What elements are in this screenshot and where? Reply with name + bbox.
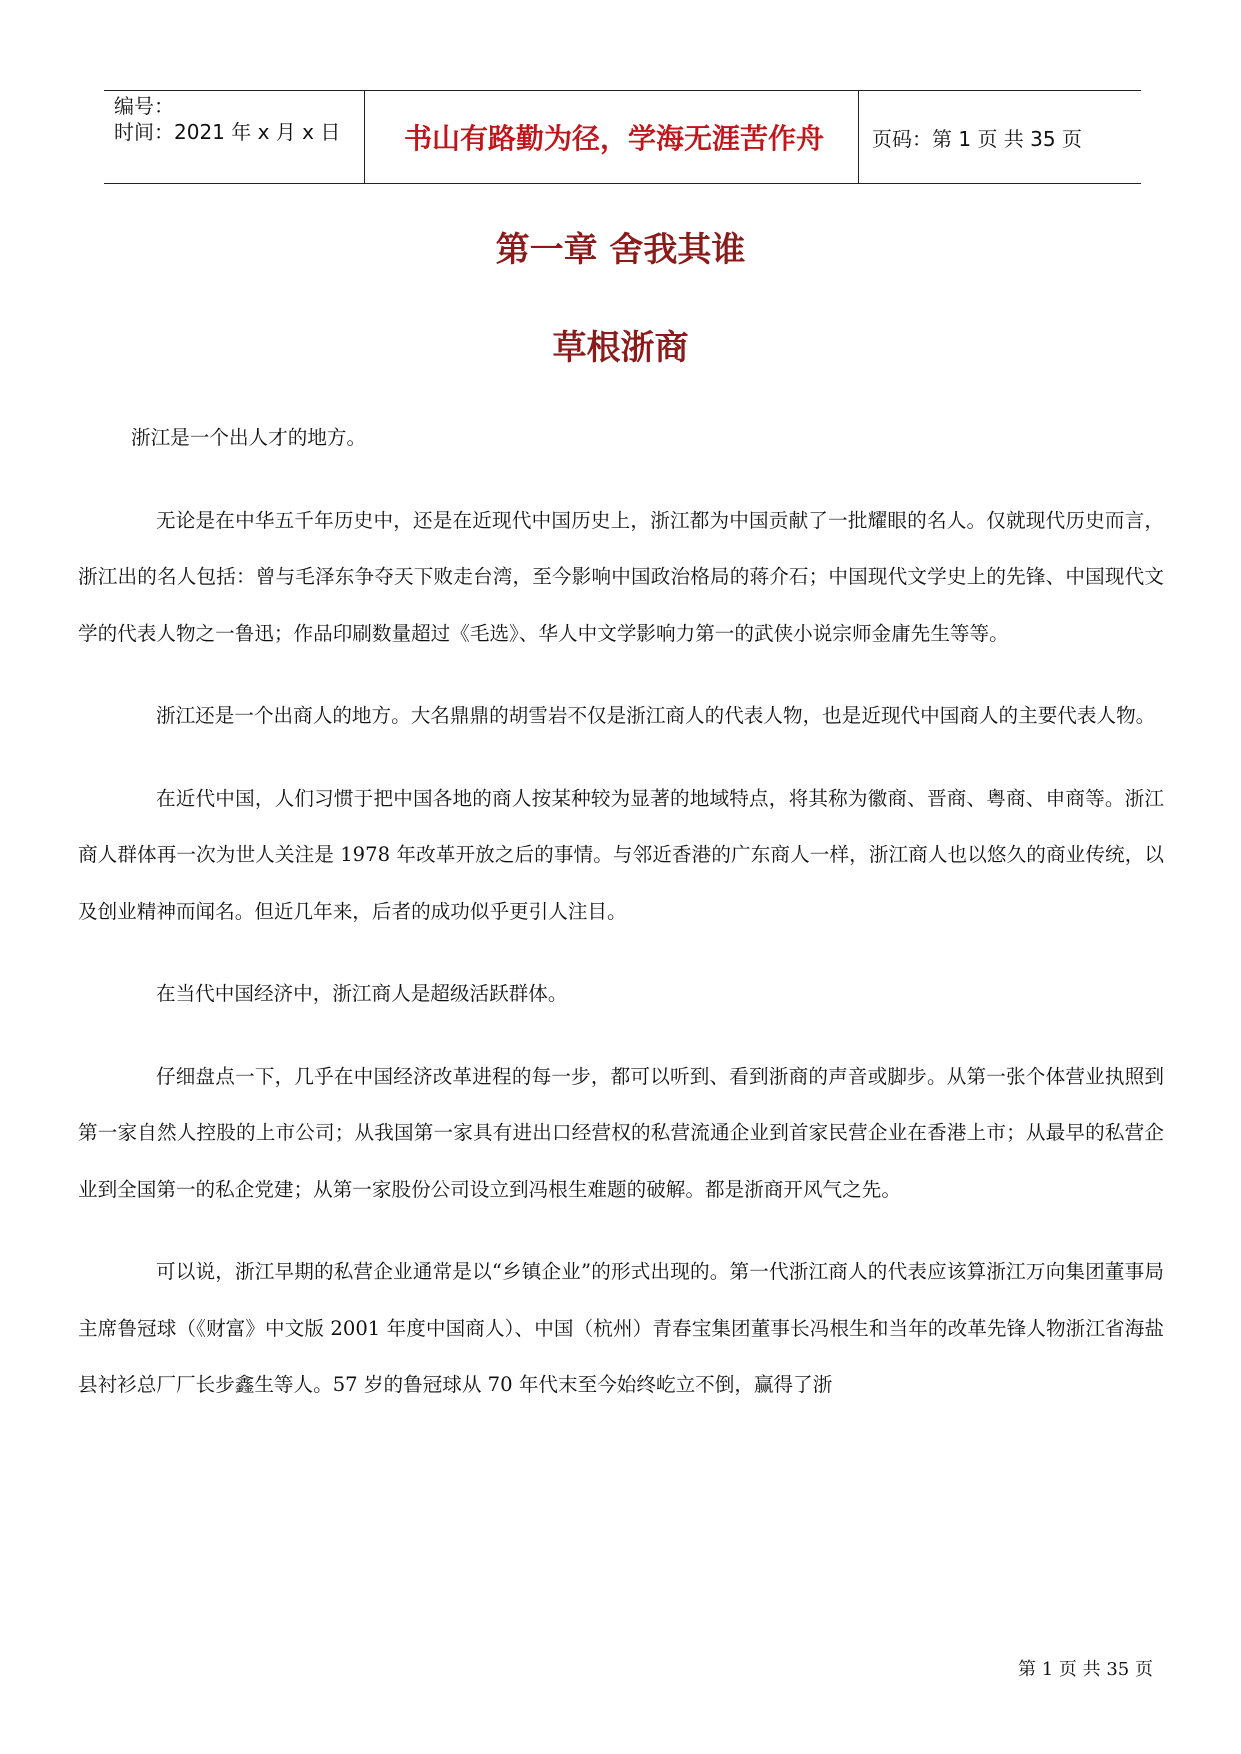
paragraph: 无论是在中华五千年历史中，还是在近现代中国历史上，浙江都为中国贡献了一批耀眼的名人。仅就现代历史而言，浙江出的名人包括：曾与毛泽东争夺天下败走台湾，至今影响中国政治格局的蒋介石；中国现代文学史上的先锋、中国现代文学的代表人物之一鲁迅；作品印刷数量超过《毛选》、华人中文学影响力第一的武侠小说宗师金庸先生等等。 (78, 508, 1164, 645)
paragraph: 浙江是一个出人才的地方。 (131, 426, 367, 449)
paragraph: 在当代中国经济中，浙江商人是超级活跃群体。 (156, 982, 568, 1005)
paragraph: 浙江还是一个出商人的地方。大名鼎鼎的胡雪岩不仅是浙江商人的代表人物，也是近现代中国商人的主要代表人物。 (156, 704, 1156, 727)
time-label: 时间：2021 年 x 月 x 日 (114, 120, 341, 144)
number-label: 编号： (114, 94, 174, 118)
header-divider (858, 91, 859, 183)
header-meta (114, 91, 364, 183)
page-header (104, 90, 1141, 184)
header-motto: 书山有路勤为径，学海无涯苦作舟 (403, 122, 824, 155)
paragraph: 仔细盘点一下，几乎在中国经济改革进程的每一步，都可以听到、看到浙商的声音或脚步。从第一张个体营业执照到第一家自然人控股的上市公司；从我国第一家具有进出口经营权的私营流通企业到首家民营企业在香港上市；从最早的私营企业到全国第一的私企党建；从第一家股份公司设立到冯根生难题的破解。都是浙商开风气之先。 (78, 1064, 1164, 1201)
paragraph: 在近代中国，人们习惯于把中国各地的商人按某种较为显著的地域特点，将其称为徽商、晋商、粤商、申商等。浙江商人群体再一次为世人关注是 1978 年改革开放之后的事情。与邻近香港的广东商人一样，浙江商人也以悠久的商业传统，以及创业精神而闻名。但近几年来，后者的成功似乎更引人注目。 (78, 786, 1164, 923)
body-text (78, 410, 1164, 1414)
header-divider (364, 91, 365, 183)
page-footer: 第 1 页 共 35 页 (1018, 1659, 1153, 1680)
header-page-info: 页码：第 1 页 共 35 页 (872, 126, 1082, 151)
section-title: 草根浙商 (552, 328, 689, 368)
paragraph: 可以说，浙江早期的私营企业通常是以“乡镇企业”的形式出现的。第一代浙江商人的代表应该算浙江万向集团董事局主席鲁冠球（《财富》中文版 2001 年度中国商人）、中国（杭州）青春宝集团董事长冯根生和当年的改革先锋人物浙江省海盐县衬衫总厂厂长步鑫生等人。57 岁的鲁冠球从 70 年代末至今始终屹立不倒，赢得了浙 (78, 1260, 1164, 1396)
chapter-title: 第一章 舍我其谁 (495, 230, 746, 270)
